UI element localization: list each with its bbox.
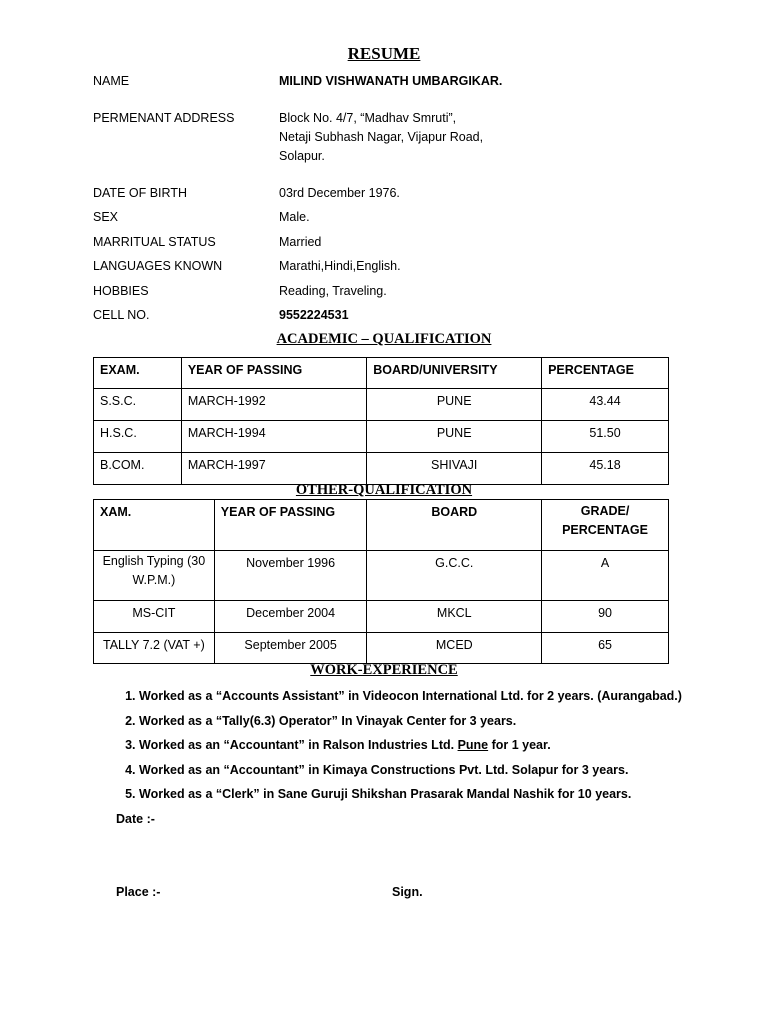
address-line-1: Block No. 4/7, “Madhav Smruti”, bbox=[279, 111, 457, 125]
board-cell: SHIVAJI bbox=[367, 453, 542, 485]
work-item-text: for 1 year. bbox=[488, 738, 551, 752]
board-cell: PUNE bbox=[367, 389, 542, 421]
table-row bbox=[94, 421, 669, 453]
year-cell: November 1996 bbox=[214, 551, 367, 601]
other-header-exam: XAM. bbox=[94, 500, 215, 551]
cell-value: 9552224531 bbox=[279, 308, 349, 322]
dob-label: DATE OF BIRTH bbox=[93, 186, 187, 200]
work-item-underlined-city: Pune bbox=[457, 738, 489, 752]
table-row bbox=[94, 389, 669, 421]
list-item bbox=[139, 762, 759, 787]
languages-value: Marathi,Hindi,English. bbox=[279, 259, 401, 273]
academic-header-year: YEAR OF PASSING bbox=[181, 358, 366, 389]
table-row bbox=[94, 453, 669, 485]
exam-cell: English Typing (30 W.P.M.) bbox=[94, 551, 215, 601]
percentage-cell: 45.18 bbox=[542, 453, 669, 485]
percentage-cell: 43.44 bbox=[542, 389, 669, 421]
list-item bbox=[139, 713, 759, 738]
address-line-2: Netaji Subhash Nagar, Vijapur Road, bbox=[279, 130, 484, 144]
address-label: PERMENANT ADDRESS bbox=[93, 111, 235, 125]
academic-table bbox=[93, 357, 669, 485]
work-experience-list bbox=[93, 688, 759, 811]
marital-label: MARRITUAL STATUS bbox=[93, 235, 216, 249]
sign-label: Sign. bbox=[392, 885, 423, 899]
sex-label: SEX bbox=[93, 210, 119, 224]
exam-cell: TALLY 7.2 (VAT +) bbox=[94, 633, 215, 664]
date-label: Date :- bbox=[116, 812, 155, 826]
other-header-grade: GRADE/ PERCENTAGE bbox=[542, 500, 669, 551]
work-item-text: Worked as an “Accountant” in Kimaya Constructions Pvt. Ltd. Solapur for 3 years. bbox=[139, 762, 629, 777]
place-label: Place :- bbox=[116, 885, 161, 899]
exam-cell: S.S.C. bbox=[94, 389, 182, 421]
academic-header-row bbox=[94, 358, 669, 389]
board-cell: G.C.C. bbox=[367, 551, 542, 601]
board-cell: MKCL bbox=[367, 601, 542, 633]
cell-label: CELL NO. bbox=[93, 308, 150, 322]
grade-cell: 90 bbox=[542, 601, 669, 633]
hobbies-value: Reading, Traveling. bbox=[279, 284, 387, 298]
table-row bbox=[94, 551, 669, 601]
year-cell: September 2005 bbox=[214, 633, 367, 664]
year-cell: MARCH-1994 bbox=[181, 421, 366, 453]
academic-header-board: BOARD/UNIVERSITY bbox=[367, 358, 542, 389]
exam-cell: H.S.C. bbox=[94, 421, 182, 453]
other-header-row bbox=[94, 500, 669, 551]
resume-title: RESUME bbox=[347, 44, 421, 63]
grade-cell: 65 bbox=[542, 633, 669, 664]
exam-cell: B.COM. bbox=[94, 453, 182, 485]
year-cell: MARCH-1997 bbox=[181, 453, 366, 485]
year-cell: December 2004 bbox=[214, 601, 367, 633]
academic-header-percentage: PERCENTAGE bbox=[542, 358, 669, 389]
work-item-text: Worked as a “Clerk” in Sane Guruji Shikshan Prasarak Mandal Nashik for 10 years. bbox=[139, 787, 632, 801]
table-row bbox=[94, 601, 669, 633]
other-heading: OTHER-QUALIFICATION bbox=[295, 482, 473, 498]
work-item-text: Worked as an “Accountant” in Ralson Industries Ltd. bbox=[139, 738, 458, 752]
other-header-board: BOARD bbox=[367, 500, 542, 551]
grade-cell: A bbox=[542, 551, 669, 601]
work-item-text: Worked as a “Tally(6.3) Operator” In Vinayak Center for 3 years. bbox=[139, 713, 517, 728]
work-heading: WORK-EXPERIENCE bbox=[310, 662, 458, 678]
academic-header-exam: EXAM. bbox=[94, 358, 182, 389]
percentage-cell: 51.50 bbox=[542, 421, 669, 453]
board-cell: PUNE bbox=[367, 421, 542, 453]
address-line-3: Solapur. bbox=[279, 149, 325, 163]
work-item-text: Worked as a “Accounts Assistant” in Videocon International Ltd. for 2 years. (Aurangabad.) bbox=[139, 689, 682, 703]
academic-heading: ACADEMIC – QUALIFICATION bbox=[276, 331, 492, 347]
exam-cell: MS-CIT bbox=[94, 601, 215, 633]
list-item bbox=[139, 786, 759, 811]
name-label: NAME bbox=[93, 74, 130, 88]
other-table bbox=[93, 499, 669, 664]
dob-value: 03rd December 1976. bbox=[279, 186, 400, 200]
board-cell: MCED bbox=[367, 633, 542, 664]
name-value: MILIND VISHWANATH UMBARGIKAR. bbox=[279, 74, 503, 88]
hobbies-label: HOBBIES bbox=[93, 284, 149, 298]
sex-value: Male. bbox=[279, 210, 310, 224]
table-row bbox=[94, 633, 669, 664]
year-cell: MARCH-1992 bbox=[181, 389, 366, 421]
marital-value: Married bbox=[279, 235, 322, 249]
other-header-year: YEAR OF PASSING bbox=[214, 500, 367, 551]
languages-label: LANGUAGES KNOWN bbox=[93, 259, 223, 273]
list-item bbox=[139, 737, 759, 762]
list-item bbox=[139, 688, 759, 713]
